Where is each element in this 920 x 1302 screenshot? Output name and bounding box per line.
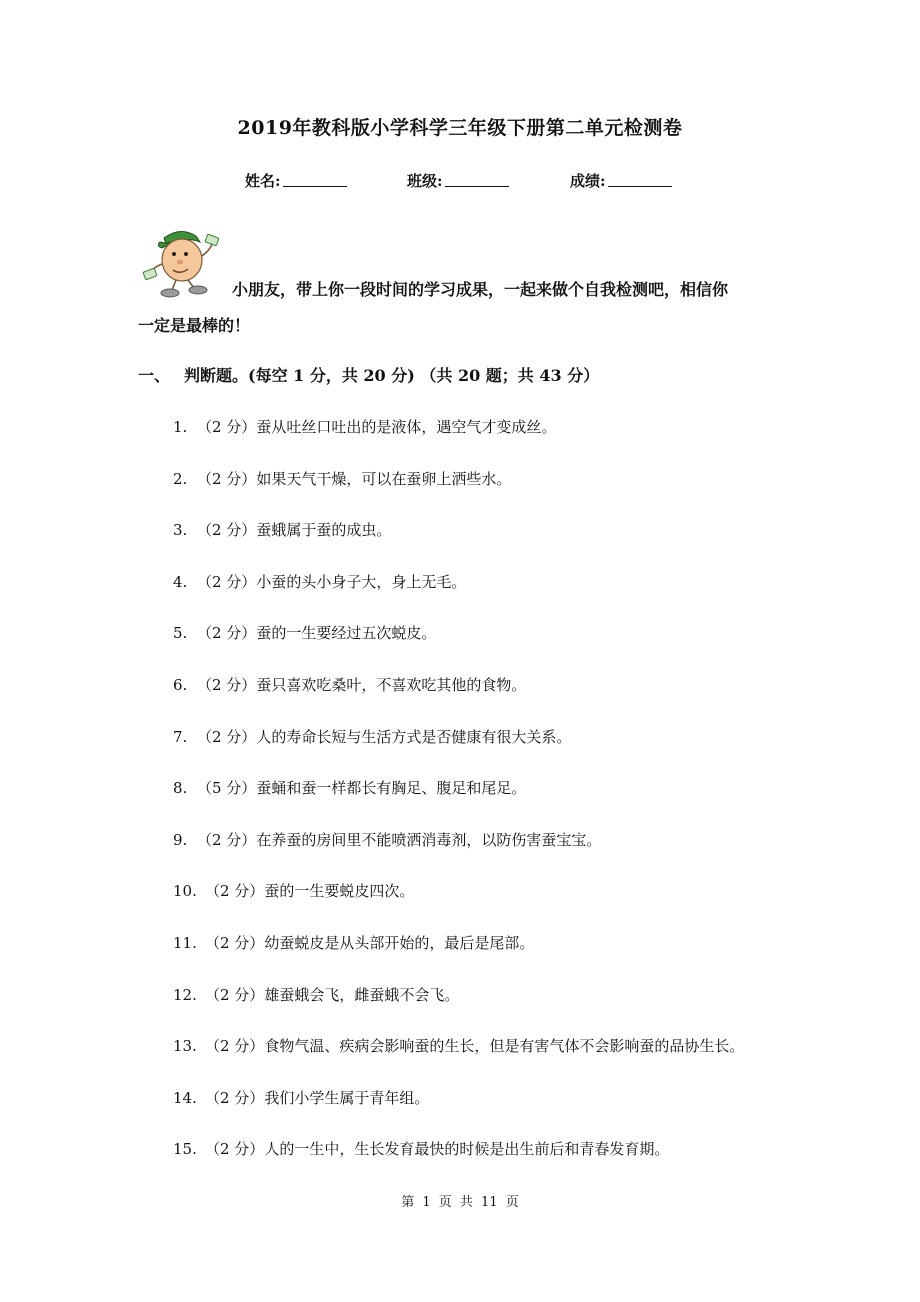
- question-number: 4.: [173, 573, 188, 591]
- question-score: （2 分）: [205, 934, 265, 952]
- question-item: [173, 880, 414, 901]
- question-score: （2 分）: [205, 1089, 265, 1107]
- question-score: （2 分）: [197, 624, 257, 642]
- question-score: （2 分）: [197, 470, 257, 488]
- question-number: 14.: [173, 1089, 197, 1107]
- section-1-title: 判断题。(每空 1 分，共 20 分) （共 20 题；共 43 分）: [184, 366, 600, 385]
- page-footer: 第 1 页 共 11 页: [401, 1195, 519, 1210]
- question-score: （2 分）: [205, 1037, 265, 1055]
- question-item: [173, 1138, 669, 1159]
- question-score: （2 分）: [197, 418, 257, 436]
- question-item: [173, 674, 526, 695]
- question-number: 8.: [173, 779, 188, 797]
- question-number: 5.: [173, 624, 188, 642]
- question-score: （2 分）: [197, 728, 257, 746]
- question-item: [173, 571, 466, 592]
- name-field[interactable]: [245, 170, 347, 191]
- question-score: （2 分）: [197, 831, 257, 849]
- section-1-number: 一、: [138, 366, 171, 385]
- intro-line-1: 小朋友，带上你一段时间的学习成果，一起来做个自我检测吧，相信你: [232, 280, 729, 299]
- question-item: [173, 984, 459, 1005]
- question-text: 我们小学生属于青年组。: [264, 1089, 430, 1107]
- question-number: 15.: [173, 1140, 197, 1158]
- question-item: [173, 622, 436, 643]
- page-title: 2019年教科版小学科学三年级下册第二单元检测卷: [237, 117, 683, 139]
- mascot-icon: [140, 224, 224, 300]
- question-number: 12.: [173, 986, 197, 1004]
- question-score: （2 分）: [205, 882, 265, 900]
- question-number: 7.: [173, 728, 188, 746]
- question-text: 蚕从吐丝口吐出的是液体，遇空气才变成丝。: [256, 418, 557, 436]
- question-number: 2.: [173, 470, 188, 488]
- question-text: 雄蚕蛾会飞，雌蚕蛾不会飞。: [264, 986, 460, 1004]
- score-field[interactable]: [570, 170, 672, 191]
- question-text: 在养蚕的房间里不能喷洒消毒剂，以防伤害蚕宝宝。: [256, 831, 602, 849]
- question-number: 10.: [173, 882, 197, 900]
- question-score: （5 分）: [197, 779, 257, 797]
- intro-line-2: 一定是最棒的！: [138, 316, 251, 335]
- class-field[interactable]: [407, 170, 509, 191]
- question-text: 如果天气干燥，可以在蚕卵上洒些水。: [256, 470, 512, 488]
- score-label: 成绩:: [570, 172, 606, 190]
- question-text: 蚕的一生要蜕皮四次。: [264, 882, 415, 900]
- question-item: [173, 519, 391, 540]
- question-item: [173, 932, 534, 953]
- question-text: 幼蚕蜕皮是从头部开始的，最后是尾部。: [264, 934, 535, 952]
- question-item: [173, 777, 526, 798]
- question-item: [173, 1087, 429, 1108]
- question-number: 1.: [173, 418, 188, 436]
- question-text: 蚕蛹和蚕一样都长有胸足、腹足和尾足。: [256, 779, 527, 797]
- question-item: [173, 1035, 744, 1056]
- question-text: 人的寿命长短与生活方式是否健康有很大关系。: [256, 728, 572, 746]
- question-score: （2 分）: [197, 573, 257, 591]
- question-item: [173, 829, 601, 850]
- question-score: （2 分）: [205, 1140, 265, 1158]
- question-text: 食物气温、疾病会影响蚕的生长，但是有害气体不会影响蚕的品协生长。: [264, 1037, 745, 1055]
- question-number: 3.: [173, 521, 188, 539]
- class-blank[interactable]: [445, 172, 509, 187]
- question-text: 蚕的一生要经过五次蜕皮。: [256, 624, 437, 642]
- question-score: （2 分）: [205, 986, 265, 1004]
- question-number: 6.: [173, 676, 188, 694]
- question-item: [173, 468, 511, 489]
- question-number: 13.: [173, 1037, 197, 1055]
- question-score: （2 分）: [197, 521, 257, 539]
- question-item: [173, 416, 556, 437]
- section-1-heading: [138, 363, 599, 386]
- question-item: [173, 726, 571, 747]
- name-blank[interactable]: [283, 172, 347, 187]
- question-number: 9.: [173, 831, 188, 849]
- class-label: 班级:: [407, 172, 443, 190]
- name-label: 姓名:: [245, 172, 281, 190]
- question-text: 蚕蛾属于蚕的成虫。: [256, 521, 392, 539]
- score-blank[interactable]: [608, 172, 672, 187]
- question-score: （2 分）: [197, 676, 257, 694]
- question-text: 小蚕的头小身子大，身上无毛。: [256, 573, 467, 591]
- question-text: 蚕只喜欢吃桑叶，不喜欢吃其他的食物。: [256, 676, 527, 694]
- question-number: 11.: [173, 934, 197, 952]
- question-text: 人的一生中，生长发育最快的时候是出生前后和青春发育期。: [264, 1140, 670, 1158]
